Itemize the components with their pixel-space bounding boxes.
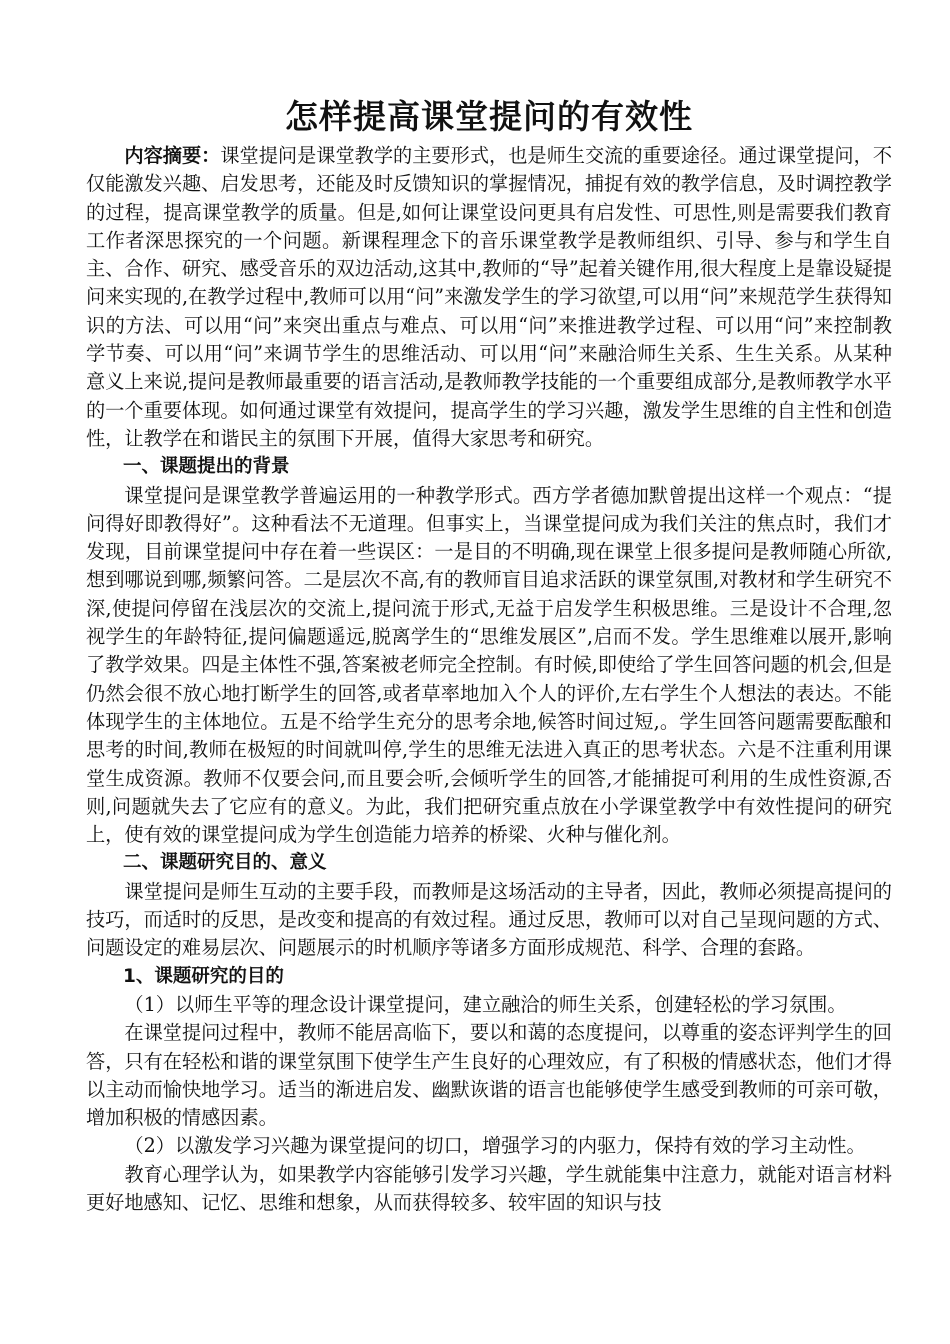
- section-2-paragraph: 课堂提问是师生互动的主要手段，而教师是这场活动的主导者，因此，教师必须提高提问的技巧，而适时的反思，是改变和提高的有效过程。通过反思，教师可以对自己呈现问题的方式、问题设定的难易层次、问题展示的时机顺序等诸多方面形成规范、科学、合理的套路。: [86, 879, 892, 960]
- item-1-heading: （1）以师生平等的理念设计课堂提问，建立融洽的师生关系，创建轻松的学习氛围。: [124, 992, 847, 1016]
- abstract-text: 课堂提问是课堂教学的主要形式，也是师生交流的重要途径。通过课堂提问，不仅能激发兴趣、启发思考，还能及时反馈知识的掌握情况，捕捉有效的教学信息，及时调控教学的过程，提高课堂教学的质量。但是,如何让课堂设问更具有启发性、可思性,则是需要我们教育工作者深思探究的一个问题。新课程理念下的音乐课堂教学是教师组织、引导、参与和学生自主、合作、研究、感受音乐的双边活动,这其中,教师的“导”起着关键作用,很大程度上是靠设疑提问来实现的,在教学过程中,教师可以用“问”来激发学生的学习欲望,可以用“问”来规范学生获得知识的方法、可以用“问”来突出重点与难点、可以用“问”来推进教学过程、可以用“问”来控制教学节奏、可以用“问”来调节学生的思维活动、可以用“问”来融洽师生关系、生生关系。从某种意义上来说,提问是教师最重要的语言活动,是教师教学技能的一个重要组成部分,是教师教学水平的一个重要体现。如何通过课堂有效提问，提高学生的学习兴趣，激发学生思维的自主性和创造性，让教学在和谐民主的氛围下开展，值得大家思考和研究。: [86, 144, 893, 450]
- document-title: 怎样提高课堂提问的有效性: [285, 97, 693, 136]
- section-1-paragraph: 课堂提问是课堂教学普遍运用的一种教学形式。西方学者德加默曾提出这样一个观点：“提问得好即教得好”。这种看法不无道理。但事实上，当课堂提问成为我们关注的焦点时，我们才发现，目前课堂提问中存在着一些误区：一是目的不明确,现在课堂上很多提问是教师随心所欲,想到哪说到哪,频繁问答。二是层次不高,有的教师盲目追求活跃的课堂氛围,对教材和学生研究不深,使提问停留在浅层次的交流上,提问流于形式,无益于启发学生积极思维。三是设计不合理,忽视学生的年龄特征,提问偏题遥远,脱离学生的“思维发展区”,启而不发。学生思维难以展开,影响了教学效果。四是主体性不强,答案被老师完全控制。有时候,即使给了学生回答问题的机会,但是仍然会很不放心地打断学生的回答,或者草率地加入个人的评价,左右学生个人想法的表达。不能体现学生的主体地位。五是不给学生充分的思考余地,候答时间过短,。学生回答问题需要酝酿和思考的时间,教师在极短的时间就叫停,学生的思维无法进入真正的思考状态。六是不注重利用课堂生成资源。教师不仅要会问,而且要会听,会倾听学生的回答,才能捕捉可利用的生成性资源,否则,问题就失去了它应有的意义。为此，我们把研究重点放在小学课堂教学中有效性提问的研究上，使有效的课堂提问成为学生创造能力培养的桥梁、火种与催化剂。: [86, 483, 892, 847]
- item-2-paragraph: 教育心理学认为，如果教学内容能够引发学习兴趣，学生就能集中注意力，就能对语言材料更好地感知、记忆、思维和想象，从而获得较多、较牢固的知识与技: [86, 1162, 892, 1214]
- subsection-1-heading: 1、课题研究的目的: [123, 965, 284, 987]
- item-2-heading: （2）以激发学习兴趣为课堂提问的切口，增强学习的内驱力，保持有效的学习主动性。: [124, 1134, 866, 1158]
- section-1-heading: 一、课题提出的背景: [123, 456, 290, 478]
- abstract-label: 内容摘要：: [124, 144, 221, 167]
- section-2-heading: 二、课题研究目的、意义: [123, 852, 327, 874]
- abstract-paragraph: [86, 142, 892, 453]
- item-1-paragraph: 在课堂提问过程中，教师不能居高临下，要以和蔼的态度提问，以尊重的姿态评判学生的回答，只有在轻松和谐的课堂氛围下使学生产生良好的心理效应，有了积极的情感状态，他们才得以主动而愉快地学习。适当的渐进启发、幽默诙谐的语言也能够使学生感受到教师的可亲可敬，增加积极的情感因素。: [86, 1021, 892, 1130]
